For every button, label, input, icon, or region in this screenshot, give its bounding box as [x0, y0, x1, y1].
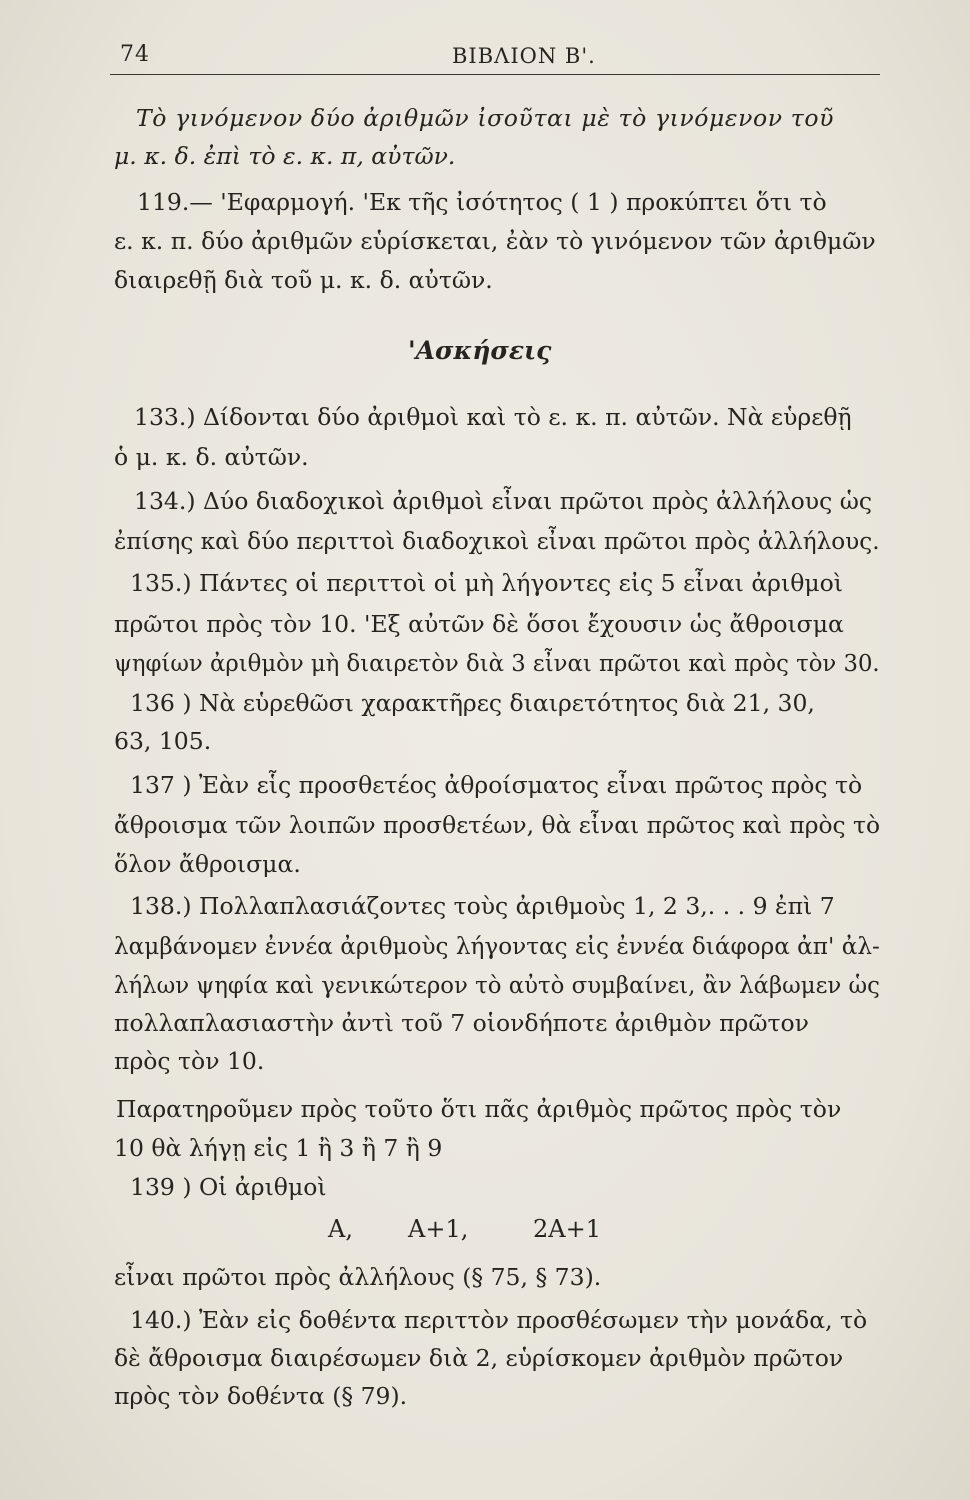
formula-term-b: A+1, — [408, 1215, 469, 1243]
exercise-140: 140.) Ἐὰν εἰς δοθέντα περιττὸν προσθέσωμεν τὴν μονάδα, τὸ — [130, 1306, 868, 1334]
text-line: πρῶτοι πρὸς τὸν 10. 'Εξ αὐτῶν δὲ ὅσοι ἔχουσιν ὡς ἄθροισμα — [114, 610, 844, 638]
text-line: μ. κ. δ. ἐπὶ τὸ ε. κ. π, αὐτῶν. — [114, 142, 456, 170]
section-heading: 'Ασκήσεις — [408, 336, 552, 365]
text-line: 10 θὰ λήγῃ εἰς 1 ἢ 3 ἢ 7 ἢ 9 — [114, 1134, 443, 1162]
text-line: πρὸς τὸν δοθέντα (§ 79). — [114, 1382, 408, 1410]
formula-term-a: A, — [328, 1215, 353, 1243]
page-header — [110, 40, 880, 80]
exercise-133: 133.) Δίδονται δύο ἀριθμοὶ καὶ τὸ ε. κ. π. αὐτῶν. Νὰ εὑρεθῇ — [134, 403, 852, 431]
exercise-135: 135.) Πάντες οἱ περιττοὶ οἱ μὴ λήγοντες εἰς 5 εἶναι ἀριθμοὶ — [130, 569, 843, 597]
text-line: ὁ μ. κ. δ. αὐτῶν. — [114, 443, 309, 471]
text-line: ψηφίων ἀριθμὸν μὴ διαιρετὸν διὰ 3 εἶναι πρῶτοι καὶ πρὸς τὸν 30. — [114, 649, 880, 677]
text-line: ἄθροισμα τῶν λοιπῶν προσθετέων, θὰ εἶναι πρῶτος καὶ πρὸς τὸ — [114, 811, 881, 839]
text-line: 119.— 'Εφαρμογή. 'Εκ τῆς ἰσότητος ( 1 ) προκύπτει ὅτι τὸ — [137, 188, 827, 216]
text-line: λήλων ψηφία καὶ γενικώτερον τὸ αὐτὸ συμβαίνει, ἂν λάβωμεν ὡς — [114, 971, 880, 999]
text-line: Τὸ γινόμενον δύο ἀριθμῶν ἰσοῦται μὲ τὸ γινόμενον τοῦ — [136, 104, 834, 132]
text-line: ἐπίσης καὶ δύο περιττοὶ διαδοχικοὶ εἶναι πρῶτοι πρὸς ἀλλήλους. — [114, 527, 880, 555]
page-number: 74 — [120, 42, 150, 67]
text-line: εἶναι πρῶτοι πρὸς ἀλλήλους (§ 75, § 73). — [114, 1263, 602, 1291]
formula-term-c: 2A+1 — [533, 1215, 601, 1243]
text-line: πρὸς τὸν 10. — [114, 1047, 265, 1075]
text-line: 63, 105. — [114, 727, 212, 755]
text-line: διαιρεθῇ διὰ τοῦ μ. κ. δ. αὐτῶν. — [114, 266, 493, 294]
exercise-134: 134.) Δύο διαδοχικοὶ ἀριθμοὶ εἶναι πρῶτοι πρὸς ἀλλήλους ὡς — [134, 487, 873, 515]
text-line: δὲ ἄθροισμα διαιρέσωμεν διὰ 2, εὑρίσκομεν ἀριθμὸν πρῶτον — [114, 1344, 844, 1372]
header-rule — [110, 74, 880, 75]
exercise-136: 136 ) Νὰ εὑρεθῶσι χαρακτῆρες διαιρετότητος διὰ 21, 30, — [130, 689, 815, 717]
text-line: λαμβάνομεν ἐννέα ἀριθμοὺς λήγοντας εἰς ἐννέα διάφορα ἀπ' ἀλ- — [114, 932, 880, 960]
running-head: ΒΙΒΛΙΟΝ Β'. — [452, 44, 596, 68]
exercise-137: 137 ) Ἐὰν εἷς προσθετέος ἀθροίσματος εἶναι πρῶτος πρὸς τὸ — [130, 771, 863, 799]
text-line: ε. κ. π. δύο ἀριθμῶν εὑρίσκεται, ἐὰν τὸ γινόμενον τῶν ἀριθμῶν — [114, 227, 876, 255]
text-line: ὅλον ἄθροισμα. — [114, 850, 301, 878]
formula — [328, 1215, 648, 1247]
text-line: Παρατηροῦμεν πρὸς τοῦτο ὅτι πᾶς ἀριθμὸς πρῶτος πρὸς τὸν — [116, 1095, 842, 1123]
text-line: πολλαπλασιαστὴν ἀντὶ τοῦ 7 οἱονδήποτε ἀριθμὸν πρῶτον — [114, 1009, 809, 1037]
exercise-138: 138.) Πολλαπλασιάζοντες τοὺς ἀριθμοὺς 1, 2 3,. . . 9 ἐπὶ 7 — [130, 892, 835, 920]
exercise-139: 139 ) Οἱ ἀριθμοὶ — [130, 1173, 327, 1201]
